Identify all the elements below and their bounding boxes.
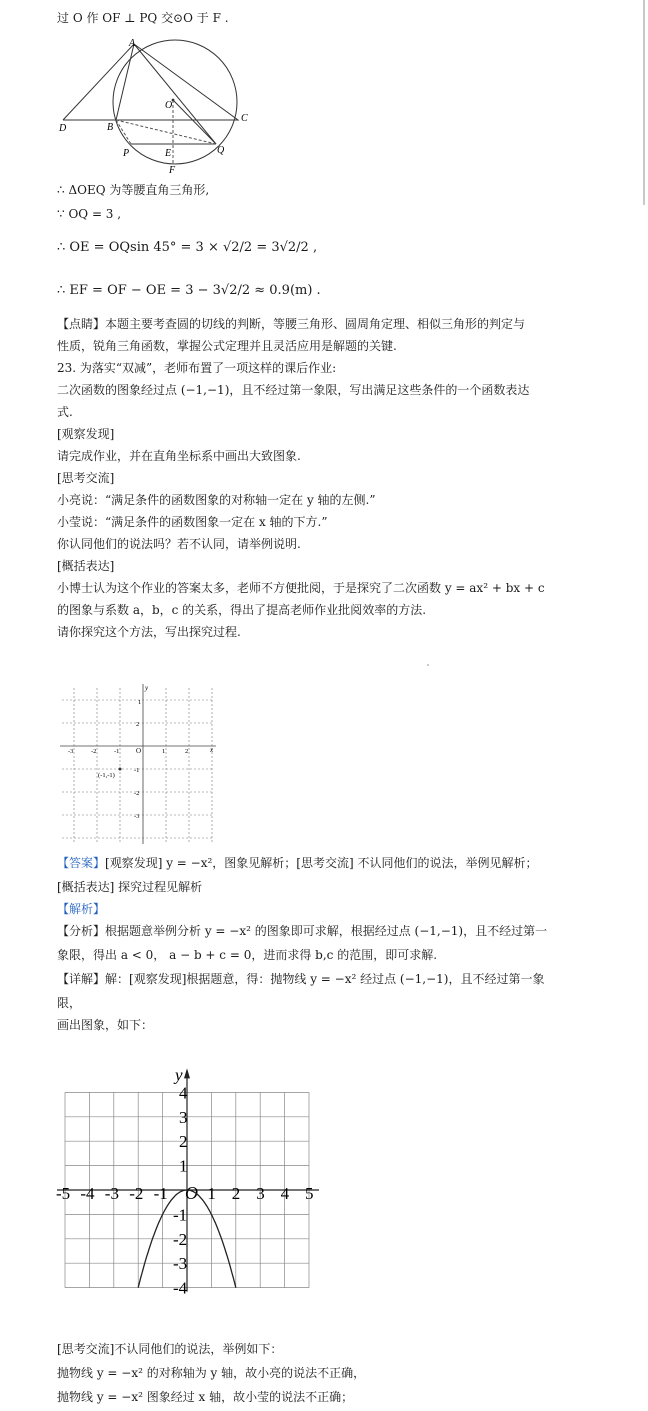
answer-line: 【答案】[观察发现] y = −x²，图象见解析；[思考交流] 不认同他们的说法，举例见解析； bbox=[57, 856, 538, 870]
label-a: A bbox=[129, 38, 136, 49]
svg-text:1: 1 bbox=[138, 699, 142, 706]
svg-text:-3: -3 bbox=[68, 748, 74, 755]
text-line: 小亮说：“满足条件的函数图象的对称轴一定在 y 轴的左侧.” bbox=[57, 493, 376, 507]
y-tick-label: -1 bbox=[173, 1205, 188, 1225]
origin-label: O bbox=[185, 1183, 198, 1203]
text-line: 小莹说：“满足条件的函数图象一定在 x 轴的下方.” bbox=[57, 515, 328, 529]
svg-text:-2: -2 bbox=[91, 748, 97, 755]
text-line: 象限，得出 a < 0， a − b + c = 0，进而求得 b,c 的范围，即可求解. bbox=[57, 948, 438, 962]
circle-geometry-figure bbox=[55, 35, 265, 175]
small-y-label: y bbox=[145, 684, 149, 692]
parabola-chart bbox=[56, 1050, 332, 1320]
x-tick-label: -1 bbox=[153, 1184, 168, 1203]
segment-ab bbox=[116, 44, 134, 120]
text-line: 二次函数的图象经过点 (−1,−1)，且不经过第一象限，写出满足这些条件的一个函数表达 bbox=[57, 383, 530, 397]
text-line: 过 O 作 OF ⊥ PQ 交⊙O 于 F . bbox=[57, 11, 229, 25]
text-line: ∵ OQ = 3 , bbox=[57, 207, 122, 221]
text-line: 【点睛】本题主要考查圆的切线的判断，等腰三角形、圆周角定理、相似三角形的判定与 bbox=[57, 317, 526, 331]
text-line: 抛物线 y = −x² 的对称轴为 y 轴，故小亮的说法不正确， bbox=[57, 1366, 366, 1380]
segment-oq bbox=[173, 100, 216, 144]
x-tick-label: 4 bbox=[280, 1184, 290, 1203]
svg-text:2: 2 bbox=[185, 748, 189, 755]
point-label: (-1,-1) bbox=[98, 772, 115, 779]
svg-text:-1: -1 bbox=[134, 767, 140, 774]
triangle-dac bbox=[63, 44, 238, 120]
text-line: 式. bbox=[57, 405, 73, 419]
label-d: D bbox=[59, 123, 67, 134]
y-tick-label: 3 bbox=[179, 1107, 188, 1127]
text-line: 性质，锐角三角函数，掌握公式定理并且灵活应用是解题的关键. bbox=[57, 339, 397, 353]
page-edge-mark bbox=[643, 0, 645, 205]
detail-tag: 【详解】 bbox=[57, 972, 106, 986]
label-c: C bbox=[241, 113, 248, 124]
svg-text:-2: -2 bbox=[134, 790, 140, 797]
text-line: [观察发现] bbox=[57, 427, 115, 441]
label-e: E bbox=[165, 148, 172, 159]
x-tick-label: -5 bbox=[56, 1184, 71, 1203]
y-axis-arrow bbox=[184, 1068, 190, 1078]
y-tick-label: 2 bbox=[179, 1132, 188, 1152]
x-tick-label: 5 bbox=[305, 1184, 314, 1203]
text-line: 画出图象，如下： bbox=[57, 1018, 154, 1032]
stray-dot bbox=[427, 664, 429, 666]
svg-text:1: 1 bbox=[162, 748, 166, 755]
text-line: 你认同他们的说法吗？若不认同，请举例说明. bbox=[57, 537, 301, 551]
x-tick-label: -2 bbox=[129, 1184, 144, 1203]
text-line: 限， bbox=[57, 996, 82, 1010]
label-f: F bbox=[169, 165, 176, 176]
analysis-tag: 【解析】 bbox=[57, 902, 106, 916]
label-p: P bbox=[123, 148, 130, 159]
text-line: 小博士认为这个作业的答案太多，老师不方便批阅，于是探究了二次函数 y = ax² + bx + c bbox=[57, 581, 545, 595]
text-line: [思考交流]不认同他们的说法，举例如下： bbox=[57, 1342, 283, 1356]
label-b: B bbox=[107, 122, 114, 133]
text-line: [概括表达] 探究过程见解析 bbox=[57, 880, 203, 894]
svg-text:-1: -1 bbox=[114, 748, 120, 755]
x-tick-label: 1 bbox=[207, 1184, 216, 1203]
fenxi-tag: 【分析】 bbox=[57, 924, 106, 938]
x-tick-label: 2 bbox=[231, 1184, 241, 1203]
small-origin: O bbox=[136, 747, 142, 755]
y-tick-label: 1 bbox=[179, 1156, 188, 1176]
svg-text:2: 2 bbox=[136, 721, 140, 728]
analysis-line: 【分析】根据题意举例分析 y = −x² 的图象即可求解，根据经过点 (−1,−1)，且不经过第一 bbox=[57, 924, 548, 938]
text-line: 抛物线 y = −x² 图象经过 x 轴，故小莹的说法不正确； bbox=[57, 1390, 354, 1404]
y-tick-label: -2 bbox=[173, 1229, 188, 1249]
text-line: [思考交流] bbox=[57, 471, 115, 485]
y-tick-label: 4 bbox=[179, 1083, 188, 1103]
segment-bp-dashed bbox=[116, 120, 131, 144]
small-x-label: x bbox=[210, 746, 214, 754]
x-tick-label: 3 bbox=[256, 1184, 265, 1203]
text-line: ∴ OE = OQsin 45° = 3 × √2/2 = 3√2/2 , bbox=[57, 240, 318, 255]
text-line: 23. 为落实“双减”，老师布置了一项这样的课后作业: bbox=[57, 361, 337, 375]
small-coordinate-grid bbox=[58, 680, 218, 845]
y-axis-label: y bbox=[175, 1065, 183, 1085]
text-line: 的图象与系数 a，b，c 的关系，得出了提高老师作业批阅效率的方法. bbox=[57, 603, 427, 617]
text-line: [概括表达] bbox=[57, 559, 115, 573]
answer-tag: 【答案】 bbox=[57, 856, 106, 870]
x-tick-label: -4 bbox=[80, 1184, 95, 1203]
label-o: O bbox=[165, 100, 173, 111]
text-line: 请你探究这个方法，写出探究过程. bbox=[57, 625, 241, 639]
label-q: Q bbox=[217, 145, 225, 156]
detail-line: 【详解】解：[观察发现]根据题意，得：抛物线 y = −x² 经过点 (−1,−1)，且不经过第一象 bbox=[57, 972, 545, 986]
segment-bq-dashed bbox=[116, 120, 216, 144]
text-line: 请完成作业，并在直角坐标系中画出大致图象. bbox=[57, 449, 301, 463]
segment-aq bbox=[134, 44, 216, 144]
svg-text:-3: -3 bbox=[134, 813, 140, 820]
y-tick-label: -4 bbox=[173, 1278, 188, 1298]
x-tick-label: -3 bbox=[104, 1184, 119, 1203]
text-line: ∴ EF = OF − OE = 3 − 3√2/2 ≈ 0.9(m) . bbox=[57, 283, 321, 298]
y-tick-label: -3 bbox=[173, 1254, 188, 1274]
text-line: ∴ ΔOEQ 为等腰直角三角形, bbox=[57, 183, 210, 197]
